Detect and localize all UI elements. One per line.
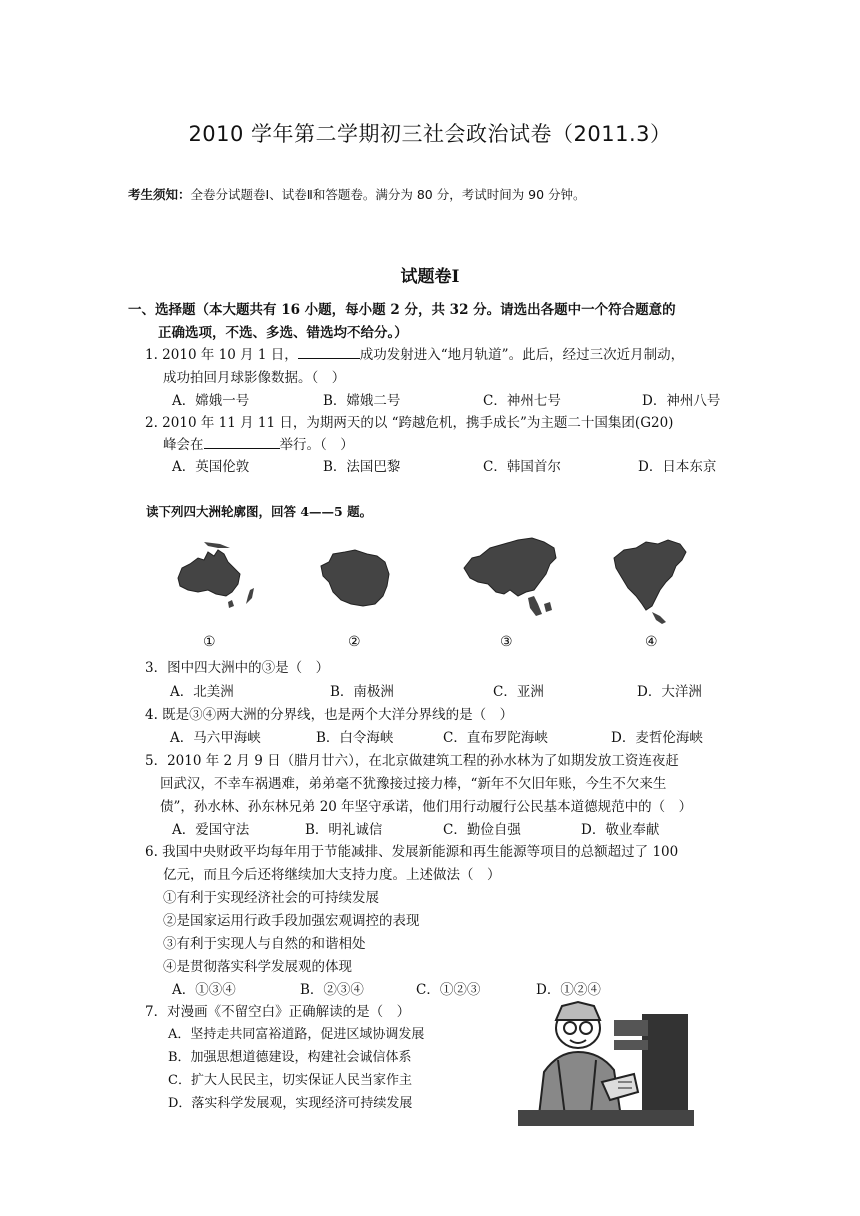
question-7: 7．对漫画《不留空白》正确解读的是（ ） (145, 1004, 411, 1020)
question-2-line1: 2. 2010 年 11 月 11 日，为期两天的以 “跨越危机，携手成长”为主题二十国集团(G20) (145, 415, 674, 431)
q3-option-a: A．北美洲 (170, 684, 234, 700)
north-america-map-icon (606, 536, 692, 626)
q1-blank (298, 344, 360, 359)
q2-blank (204, 434, 280, 449)
q2-option-a: A．英国伦敦 (172, 459, 250, 475)
q7-option-b: B．加强思想道德建设，构建社会诚信体系 (168, 1050, 412, 1065)
question-2-line2 (163, 433, 354, 453)
q4-option-d: D．麦哲伦海峡 (611, 730, 703, 746)
q2-pre: 峰会在 (163, 437, 204, 453)
q1-option-c: C．神州七号 (483, 393, 561, 409)
notice-label: 考生须知： (128, 187, 191, 202)
question-5-line2: 回武汉，不幸车祸遇难，弟弟毫不犹豫接过接力棒，“新年不欠旧年账，今生不欠来生 (160, 776, 667, 792)
asia-map-icon (460, 534, 560, 622)
q1-option-b: B．嫦娥二号 (323, 393, 401, 409)
q7-option-a: A．坚持走共同富裕道路，促进区域协调发展 (168, 1027, 425, 1042)
q5-option-b: B．明礼诚信 (305, 822, 383, 838)
map-label-2: ② (348, 634, 361, 650)
q2-option-b: B．法国巴黎 (323, 459, 401, 475)
q6-option-a: A．①③④ (172, 982, 236, 998)
q2-option-d: D．日本东京 (638, 459, 717, 475)
q1-option-a: A．嫦娥一号 (172, 393, 250, 409)
q3-option-d: D．大洋洲 (637, 684, 702, 700)
q5-option-c: C．勤俭自强 (443, 822, 521, 838)
q1-option-d: D．神州八号 (642, 393, 721, 409)
q2-option-c: C．韩国首尔 (483, 459, 561, 475)
q3-option-b: B．南极洲 (330, 684, 394, 700)
exam-title: 2010 学年第二学期初三社会政治试卷（2011.3） (188, 122, 672, 146)
q4-option-c: C．直布罗陀海峡 (443, 730, 548, 746)
q7-option-c: C．扩大人民民主，切实保证人民当家作主 (168, 1073, 412, 1088)
exam-notice (128, 185, 586, 203)
q6-statement-4: ④是贯彻落实科学发展观的体现 (163, 959, 352, 975)
q4-option-b: B．白令海峡 (316, 730, 394, 746)
map-label-4: ④ (645, 634, 658, 650)
q5-option-d: D．敬业奉献 (581, 822, 660, 838)
q2-post: 举行。（ ） (279, 437, 354, 453)
question-5-line1: 5．2010 年 2 月 9 日（腊月廿六），在北京做建筑工程的孙水林为了如期发放工资连夜赶 (145, 753, 679, 769)
question-4: 4. 既是③④两大洲的分界线，也是两个大洋分界线的是（ ） (145, 707, 514, 723)
question-3: 3．图中四大洲中的③是（ ） (145, 660, 330, 676)
notice-text: 全卷分试题卷Ⅰ、试卷Ⅱ和答题卷。满分为 80 分，考试时间为 90 分钟。 (190, 187, 586, 202)
question-1-line1 (145, 343, 684, 363)
q7-option-d: D．落实科学发展观，实现经济可持续发展 (168, 1096, 413, 1111)
section-heading-line1: 一、选择题（本大题共有 16 小题，每小题 2 分，共 32 分。请选出各题中一个符合题意的 (128, 302, 676, 318)
q6-statement-1: ①有利于实现经济社会的可持续发展 (163, 890, 379, 906)
q3-option-c: C．亚洲 (493, 684, 544, 700)
map-instruction: 读下列四大洲轮廓图，回答 4——5 题。 (146, 504, 373, 519)
map-label-1: ① (203, 634, 216, 650)
map-label-3: ③ (500, 634, 513, 650)
question-6-line2: 亿元，而且今后还将继续加大支持力度。上述做法（ ） (163, 867, 501, 883)
q6-option-d: D．①②④ (536, 982, 601, 998)
cartoon-man-writing-icon (518, 1000, 694, 1126)
section-heading-line2: 正确选项，不选、多选、错选均不给分。） (158, 325, 408, 341)
antarctica-map-icon (315, 546, 395, 612)
oceania-map-icon (168, 538, 258, 618)
paper-title: 试题卷Ⅰ (400, 267, 460, 287)
q5-option-a: A．爱国守法 (172, 822, 250, 838)
q6-option-c: C．①②③ (416, 982, 481, 998)
q1-pre: 1. 2010 年 10 月 1 日， (145, 347, 298, 363)
question-6-line1: 6. 我国中央财政平均每年用于节能减排、发展新能源和再生能源等项目的总额超过了 100 (145, 844, 679, 860)
q4-option-a: A．马六甲海峡 (170, 730, 261, 746)
q6-statement-2: ②是国家运用行政手段加强宏观调控的表现 (163, 913, 420, 929)
question-5-line3: 债”，孙水林、孙东林兄弟 20 年坚守承诺，他们用行动履行公民基本道德规范中的（ ） (160, 799, 693, 815)
q6-option-b: B．②③④ (300, 982, 364, 998)
q6-statement-3: ③有利于实现人与自然的和谐相处 (163, 936, 366, 952)
question-1-line2: 成功拍回月球影像数据。（ ） (163, 370, 346, 386)
q1-post: 成功发射进入“地月轨道”。此后，经过三次近月制动， (359, 347, 685, 363)
